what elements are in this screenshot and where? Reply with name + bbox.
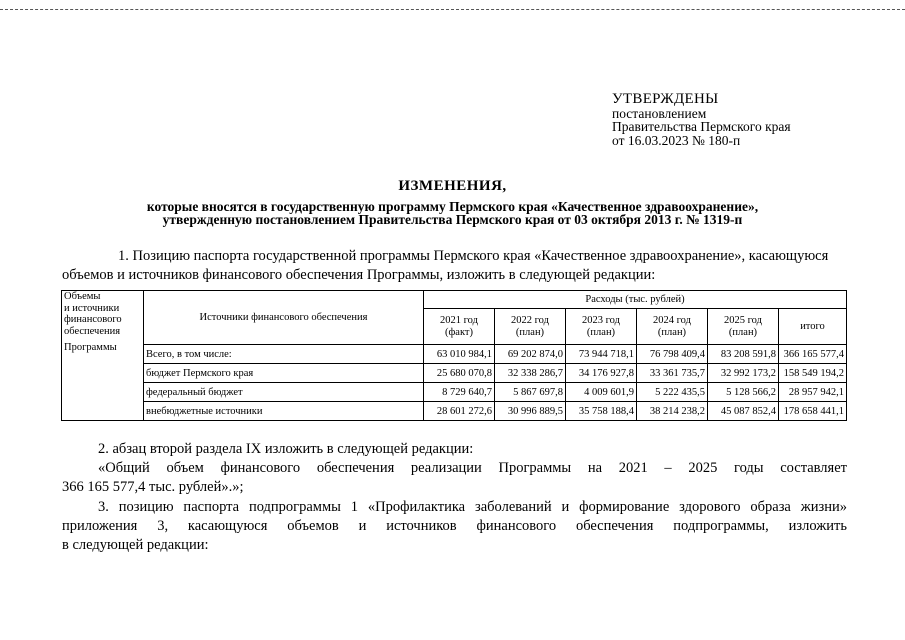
item-3-line-1: 3. позицию паспорта подпрограммы 1 «Профилактика заболеваний и формирование здорового образа жизни»: [98, 499, 847, 515]
cell-value: 73 944 718,1: [566, 345, 637, 364]
row-label: бюджет Пермского края: [144, 364, 424, 383]
left-header-line: обеспечения: [64, 325, 121, 337]
cell-value: 38 214 238,2: [637, 402, 708, 421]
approval-line-1: постановлением: [612, 105, 707, 121]
approval-block: [612, 93, 791, 147]
row-label: Всего, в том числе:: [144, 345, 424, 364]
cell-value: 32 338 286,7: [495, 364, 566, 383]
total-header: итого: [779, 309, 847, 345]
expenses-header: Расходы (тыс. рублей): [424, 291, 847, 309]
cell-total: 158 549 194,2: [779, 364, 847, 383]
cell-value: 34 176 927,8: [566, 364, 637, 383]
cell-value: 69 202 874,0: [495, 345, 566, 364]
approval-heading: УТВЕРЖДЕНЫ: [612, 91, 719, 107]
program-volumes-header: [62, 291, 144, 421]
cell-value: 4 009 601,9: [566, 383, 637, 402]
year-header-2025: 2025 год (план): [708, 309, 779, 345]
document-subtitle-2: утвержденную постановлением Правительства Пермского края от 03 октября 2013 г. № 1319-п: [162, 212, 743, 227]
cell-value: 28 601 272,6: [424, 402, 495, 421]
financing-table: [61, 290, 847, 421]
year-header-2023: 2023 год (план): [566, 309, 637, 345]
document-subtitle-1: которые вносятся в государственную программу Пермского края «Качественное здравоохранение»,: [146, 199, 759, 214]
left-header-line: и источники: [64, 302, 120, 314]
year-header-2024: 2024 год (план): [637, 309, 708, 345]
approval-line-3: от 16.03.2023 № 180-п: [612, 132, 741, 148]
cell-value: 5 867 697,8: [495, 383, 566, 402]
document-title: ИЗМЕНЕНИЯ,: [398, 178, 507, 194]
row-label: внебюджетные источники: [144, 402, 424, 421]
cell-value: 63 010 984,1: [424, 345, 495, 364]
item-2-line: 2. абзац второй раздела IX изложить в следующей редакции:: [98, 441, 474, 457]
item-1-line-1: 1. Позицию паспорта государственной программы Пермского края «Качественное здравоохранение», касающуюся: [118, 248, 829, 264]
table-row: [62, 383, 847, 402]
cell-total: 28 957 942,1: [779, 383, 847, 402]
cell-value: 76 798 409,4: [637, 345, 708, 364]
table-row: [62, 402, 847, 421]
table-row: [62, 364, 847, 383]
left-header-line: Программы: [64, 342, 117, 353]
item-2-quote-line-1: «Общий объем финансового обеспечения реализации Программы на 2021 – 2025 годы составляет: [98, 460, 847, 476]
cell-value: 8 729 640,7: [424, 383, 495, 402]
cell-value: 5 128 566,2: [708, 383, 779, 402]
item-2-quote-line-2: 366 165 577,4 тыс. рублей».»;: [62, 479, 244, 495]
page-top-border: [0, 9, 905, 10]
cell-value: 83 208 591,8: [708, 345, 779, 364]
cell-value: 5 222 435,5: [637, 383, 708, 402]
cell-value: 35 758 188,4: [566, 402, 637, 421]
left-header-line: финансового: [64, 314, 122, 325]
cell-value: 30 996 889,5: [495, 402, 566, 421]
table-row: [62, 345, 847, 364]
approval-line-2: Правительства Пермского края: [612, 119, 791, 134]
item-1-line-2: объемов и источников финансового обеспечения Программы, изложить в следующей редакции:: [62, 267, 656, 283]
cell-total: 366 165 577,4: [779, 345, 847, 364]
item-3-line-3: в следующей редакции:: [62, 537, 209, 553]
year-header-2021: 2021 год (факт): [424, 309, 495, 345]
cell-total: 178 658 441,1: [779, 402, 847, 421]
cell-value: 33 361 735,7: [637, 364, 708, 383]
year-header-2022: 2022 год (план): [495, 309, 566, 345]
row-label: федеральный бюджет: [144, 383, 424, 402]
cell-value: 25 680 070,8: [424, 364, 495, 383]
left-header-line: Объемы: [64, 291, 101, 302]
sources-header: Источники финансового обеспечения: [144, 291, 424, 345]
cell-value: 32 992 173,2: [708, 364, 779, 383]
cell-value: 45 087 852,4: [708, 402, 779, 421]
item-3-line-2: приложения 3, касающуюся объемов и источников финансового обеспечения подпрограммы, изложить: [62, 518, 847, 534]
